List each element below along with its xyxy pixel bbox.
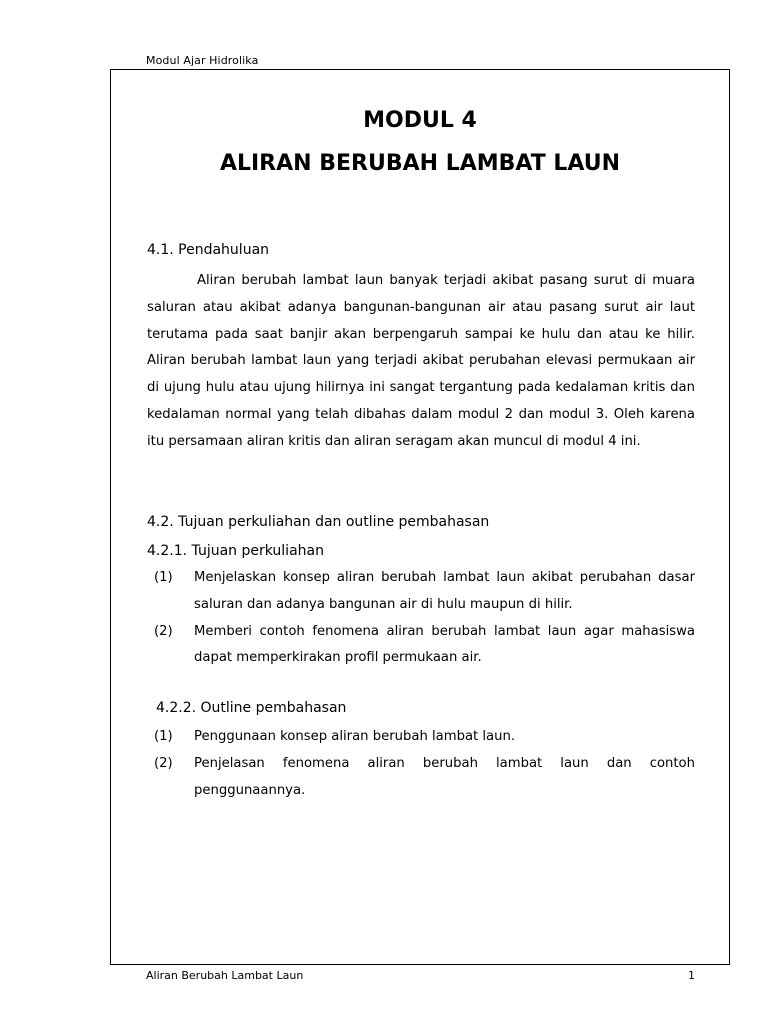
list-number: (2) bbox=[154, 623, 173, 639]
objectives-list bbox=[154, 565, 695, 672]
list-item bbox=[154, 619, 695, 673]
list-number: (1) bbox=[154, 729, 173, 744]
list-text: Penggunaan konsep aliran berubah lambat laun. bbox=[194, 729, 516, 744]
page-number: 1 bbox=[688, 969, 695, 982]
section-4-1-heading: 4.1. Pendahuluan bbox=[147, 242, 270, 258]
module-title: ALIRAN BERUBAH LAMBAT LAUN bbox=[219, 151, 621, 176]
list-text: Menjelaskan konsep aliran berubah lambat laun akibat perubahan dasar saluran dan adanya bangunan air di hulu maupun di hilir. bbox=[194, 570, 695, 612]
section-4-1-paragraph bbox=[147, 268, 695, 456]
running-header: Modul Ajar Hidrolika bbox=[146, 54, 259, 67]
list-number: (2) bbox=[154, 755, 173, 771]
running-footer: Aliran Berubah Lambat Laun bbox=[146, 969, 304, 982]
page-frame bbox=[110, 69, 730, 965]
list-number: (1) bbox=[154, 570, 173, 585]
list-item bbox=[154, 724, 695, 751]
module-number-title: MODUL 4 bbox=[363, 108, 477, 133]
list-item bbox=[154, 751, 695, 805]
outline-list bbox=[154, 724, 695, 804]
list-text: Memberi contoh fenomena aliran berubah lambat laun agar mahasiswa dapat memperkirakan profil permukaan air. bbox=[194, 623, 695, 666]
list-text: Penjelasan fenomena aliran berubah lambat laun dan contoh penggunaannya. bbox=[194, 755, 695, 798]
section-4-2-1-heading: 4.2.1. Tujuan perkuliahan bbox=[147, 543, 324, 559]
paragraph-text: Aliran berubah lambat laun banyak terjadi akibat pasang surut di muara saluran atau akibat adanya bangunan-bangunan air atau pasang surut air laut terutama pada saat banjir akan berpengaruh sampai ke hulu dan atau ke hilir. Aliran berubah lambat laun yang terjadi akibat perubahan elevasi permukaan air di ujung hulu atau ujung hilirnya ini sangat tergantung pada kedalaman kritis dan kedalaman normal yang telah dibahas dalam modul 2 dan modul 3. Oleh karena itu persamaan aliran kritis dan aliran seragam akan muncul di modul 4 ini. bbox=[147, 273, 695, 449]
list-item bbox=[154, 565, 695, 619]
section-4-2-2-heading: 4.2.2. Outline pembahasan bbox=[156, 700, 347, 716]
section-4-2-heading: 4.2. Tujuan perkuliahan dan outline pembahasan bbox=[147, 514, 490, 530]
